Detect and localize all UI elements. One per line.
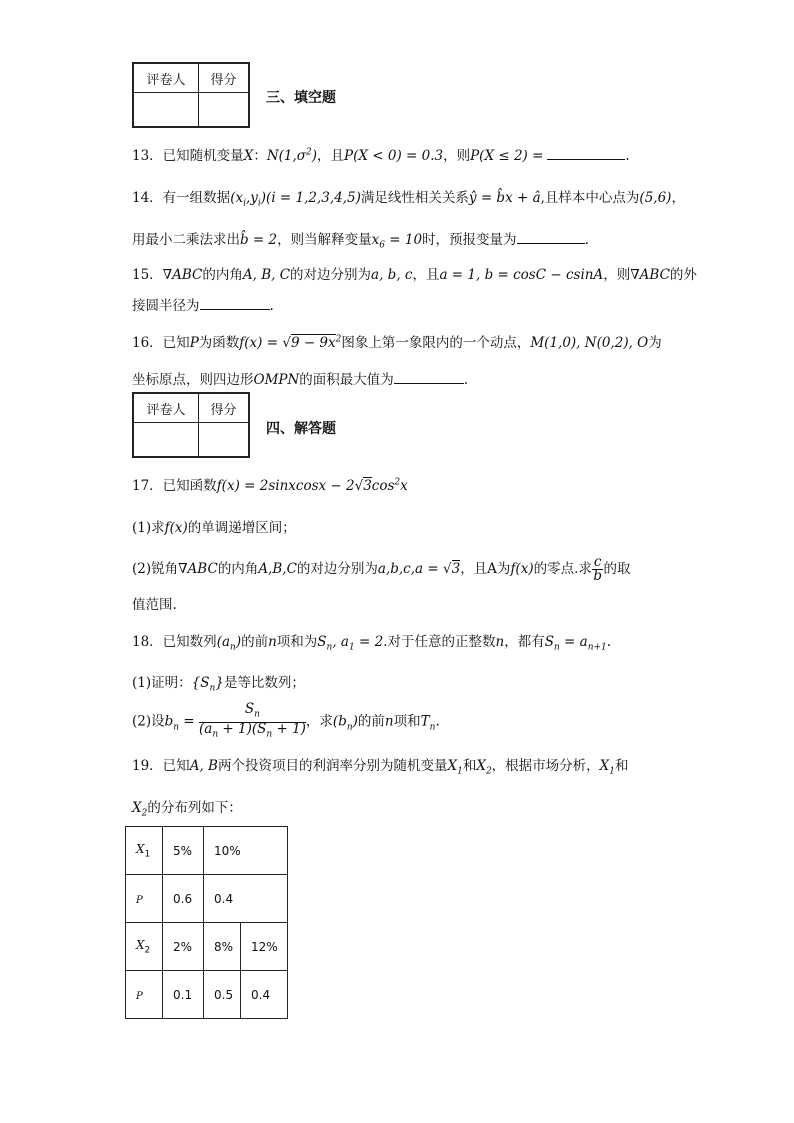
row-header: P [126, 971, 163, 1019]
grader-cell [133, 93, 199, 128]
question-13: 13．已知随机变量X：$N(1,\sigma^2)$，且P(X < 0) = 0.3，则P(X ≤ 2) = . [132, 147, 630, 164]
question-17: 17．已知函数f(x) = 2sinxcosx − $2√3\cos^2x$ [132, 477, 408, 494]
answer-blank[interactable] [200, 297, 270, 310]
answer-blank[interactable] [394, 371, 464, 384]
table-cell: 5% [163, 827, 204, 875]
question-17-part-2-cont: 值范围. [132, 597, 177, 613]
table-row [126, 875, 288, 923]
score-cell [199, 423, 250, 458]
table-cell: 2% [163, 923, 204, 971]
table-cell: 0.4 [241, 971, 288, 1019]
table-row [126, 923, 288, 971]
score-label: 得分 [199, 393, 250, 423]
grader-label: 评卷人 [133, 393, 199, 423]
row-header: $X_2$ [126, 923, 163, 971]
table-row [126, 971, 288, 1019]
question-15-line-2: 接圆半径为 . [132, 298, 274, 314]
table-cell: 0.5 [204, 971, 241, 1019]
question-16-line-1: 16．已知P为函数$f(x) = √9 - 9x^2$图象上第一象限内的一个动点，M(1,0), N(0,2), O为 [132, 334, 662, 351]
question-19-line-2: $X_2$的分布列如下： [132, 800, 242, 819]
answer-blank[interactable] [547, 147, 625, 160]
grader-label: 评卷人 [133, 63, 199, 93]
distribution-table [125, 826, 288, 1019]
table-cell: 0.4 [204, 875, 288, 923]
table-cell: 0.6 [163, 875, 204, 923]
question-17-part-1: (1)求f(x)的单调递增区间； [132, 520, 296, 536]
score-label: 得分 [199, 63, 250, 93]
table-row [126, 827, 288, 875]
score-box-1 [132, 62, 250, 128]
question-19-line-1: 19．已知A, B两个投资项目的利润率分别为随机变量$X_1$和$X_2$，根据市场分析，$X_1$和 [132, 758, 629, 777]
grader-cell [133, 423, 199, 458]
question-17-part-2: (2)锐角∇ABC的内角A,B,C的对边分别为a,b,c,a = √3，且A为f(x)的零点.求 $\frac{c}{b}$ 的取 [132, 554, 631, 584]
section-title-fill-blank: 三、填空题 [266, 90, 336, 106]
question-14-line-1: 14．有一组数据$(x_i,y_i)(i = 1,2,3,4,5)$满足线性相关关系ŷ = b̂x + â,且样本中心点为(5,6)， [132, 190, 685, 209]
question-14-line-2: 用最小二乘法求出b̂ = 2，则当解释变量$x_6 = 10$时，预报变量为 . [132, 232, 589, 251]
score-cell [199, 93, 250, 128]
table-cell: 10% [204, 827, 288, 875]
question-18-part-1: (1)证明：$\{S_n\}$是等比数列； [132, 675, 305, 694]
question-16-line-2: 坐标原点，则四边形OMPN的面积最大值为 . [132, 372, 469, 388]
table-cell: 12% [241, 923, 288, 971]
table-cell: 8% [204, 923, 241, 971]
question-18-part-2: (2)设$b_n$ = $\frac{S_n}{(a_n + 1)(S_n + 1)}$ ，求$(b_n)$的前n项和$T_n$. [132, 701, 440, 740]
answer-blank[interactable] [517, 231, 585, 244]
question-15-line-1: 15．∇ABC的内角A, B, C的对边分别为a, b, c，且a = 1, b = cosC − csinA，则∇ABC的外 [132, 267, 697, 283]
table-cell: 0.1 [163, 971, 204, 1019]
row-header: $X_1$ [126, 827, 163, 875]
row-header: P [126, 875, 163, 923]
question-18: 18．已知数列$(a_n)$的前n项和为$S_n$, $a_1 = 2$.对于任意的正整数n，都有$S_n = a_{n+1}$. [132, 634, 612, 653]
score-box-2 [132, 392, 250, 458]
section-title-solve: 四、解答题 [266, 421, 336, 437]
